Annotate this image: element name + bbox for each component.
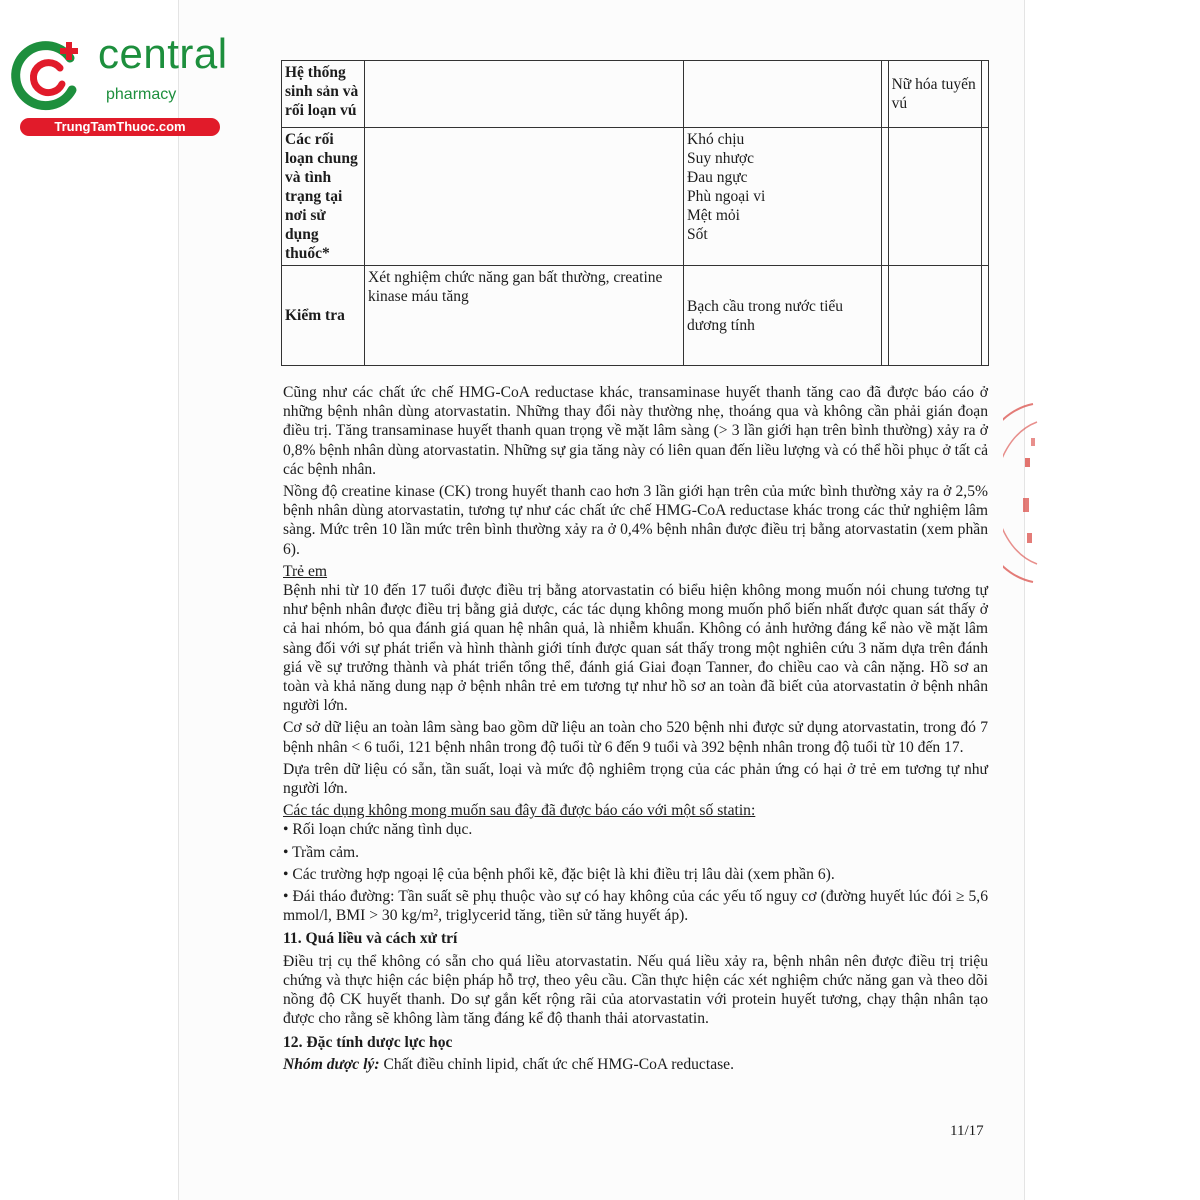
bullet-item: • Rối loạn chức năng tình dục. xyxy=(283,821,473,839)
paragraph: Bệnh nhi từ 10 đến 17 tuổi được điều trị bằng atorvastatin có biểu hiện không mong muốn nói chung tương tự như bệnh nhân được điều trị bằng giả dược, các tác dụng không mong muốn phổ biến nhất được quan sát thấy ở cả hai nhóm, bỏ qua đánh giá quan hệ nhân quả, là nhiễm khuẩn. Không có ảnh hưởng đáng kể nào về mặt lâm sàng đối với sự phát triển và hình thành giới tính được quan sát thấy trong một nghiên cứu 3 năm dựa trên đánh giá về sự trưởng thành và phát triển tổng thể, đánh giá Giai đoạn Tanner, đo chiều cao và cân nặng. Hồ sơ an toàn và khả năng dung nạp ở bệnh nhân trẻ em tương tự như hồ sơ an toàn đã biết của atorvastatin ở bệnh nhân người lớn. xyxy=(283,582,988,715)
table-row xyxy=(282,128,989,266)
cell-line: Đau ngực xyxy=(687,169,748,186)
table-cell: Bạch cầu trong nước tiểu dương tính xyxy=(684,266,882,366)
bullet-item: • Trầm cảm. xyxy=(283,843,360,861)
adverse-effects-table xyxy=(281,60,989,366)
bullet-item: • Các trường hợp ngoại lệ của bệnh phổi kẽ, đặc biệt là khi điều trị lâu dài (xem phần 6). xyxy=(283,865,835,883)
cell-line: Khó chịu xyxy=(687,131,745,148)
document-body xyxy=(283,383,988,1077)
logo-name: central xyxy=(98,30,228,77)
pharmacy-logo-icon xyxy=(10,38,86,114)
table-cell xyxy=(888,128,981,266)
table-row xyxy=(282,266,989,366)
paragraph: Dựa trên dữ liệu có sẵn, tần suất, loại và mức độ nghiêm trọng của các phản ứng có hại ở trẻ em tương tự như người lớn. xyxy=(283,760,988,798)
section-heading-overdose: 11. Quá liều và cách xử trí xyxy=(283,930,458,948)
table-cell xyxy=(365,128,684,266)
table-cell xyxy=(981,266,988,366)
table-cell xyxy=(881,61,888,128)
row-header: Các rối loạn chung và tình trạng tại nơi sử dụng thuốc* xyxy=(282,128,365,266)
paragraph: Cũng như các chất ức chế HMG-CoA reductase khác, transaminase huyết thanh tăng cao đã được báo cáo ở những bệnh nhân dùng atorvastatin. Những thay đổi này thường nhẹ, thoáng qua và không cần phải gián đoạn điều trị. Tăng transaminase huyết thanh quan trọng về mặt lâm sàng (> 3 lần giới hạn trên bình thường) xảy ra ở 0,8% bệnh nhân dùng atorvastatin. Những sự gia tăng này có liên quan đến liều lượng và có thể hồi phục ở tất cả các bệnh nhân. xyxy=(283,384,988,478)
section-heading-children: Trẻ em xyxy=(283,562,328,580)
section-heading-statin: Các tác dụng không mong muốn sau đây đã được báo cáo với một số statin: xyxy=(283,802,756,820)
row-header: Kiểm tra xyxy=(282,266,365,366)
logo-url[interactable]: TrungTamThuoc.com xyxy=(20,118,220,136)
paragraph: Điều trị cụ thể không có sẵn cho quá liều atorvastatin. Nếu quá liều xảy ra, bệnh nhân nên được điều trị triệu chứng và thực hiện các biện pháp hỗ trợ, theo yêu cầu. Cần thực hiện các xét nghiệm chức năng gan và theo dõi nồng độ CK huyết thanh. Do sự gắn kết rộng rãi của atorvastatin với protein huyết tương, chạy thận nhân tạo được cho rằng sẽ không làm tăng đáng kể độ thanh thải atorvastatin. xyxy=(283,952,988,1028)
table-cell xyxy=(881,128,888,266)
paragraph: Nồng độ creatine kinase (CK) trong huyết thanh cao hơn 3 lần giới hạn trên của mức bình thường xảy ra ở 2,5% bệnh nhân dùng atorvastatin, tương tự như các chất ức chế HMG-CoA reductase khác trong các thử nghiệm lâm sàng. Mức trên 10 lần mức trên bình thường xảy ra ở 0,4% bệnh nhân được điều trị bằng atorvastatin (xem phần 6). xyxy=(283,483,988,558)
table-cell-list xyxy=(684,128,882,266)
page-number: 11/17 xyxy=(950,1123,984,1139)
table-cell: Xét nghiệm chức năng gan bất thường, creatine kinase máu tăng xyxy=(365,266,684,366)
group-text: Chất điều chỉnh lipid, chất ức chế HMG-CoA reductase. xyxy=(379,1055,734,1073)
stamp-mark xyxy=(1003,398,1039,588)
table-cell xyxy=(981,128,988,266)
table-cell xyxy=(888,266,981,366)
logo-subtitle: pharmacy xyxy=(106,86,177,103)
table-cell xyxy=(365,61,684,128)
table-cell xyxy=(881,266,888,366)
section-heading-pharmacodynamics: 12. Đặc tính dược lực học xyxy=(283,1033,453,1051)
table-cell xyxy=(684,61,882,128)
table-row xyxy=(282,61,989,128)
cell-line: Phù ngoại vi xyxy=(687,188,766,205)
row-header: Hệ thống sinh sản và rối loạn vú xyxy=(282,61,365,128)
cell-line: Sốt xyxy=(687,226,708,243)
cell-line: Suy nhược xyxy=(687,150,754,167)
pharmacological-group xyxy=(283,1055,988,1074)
paragraph: Cơ sở dữ liệu an toàn lâm sàng bao gồm dữ liệu an toàn cho 520 bệnh nhi được sử dụng atorvastatin, trong đó 7 bệnh nhân < 6 tuổi, 121 bệnh nhân trong độ tuổi từ 6 đến 9 tuổi và 392 bệnh nhân trong độ tuổi từ 10 đến 17. xyxy=(283,719,988,756)
group-label: Nhóm dược lý: xyxy=(283,1055,380,1073)
table-cell xyxy=(981,61,988,128)
cell-line: Mệt mỏi xyxy=(687,207,740,224)
bullet-item: • Đái tháo đường: Tần suất sẽ phụ thuộc vào sự có hay không của các yếu tố nguy cơ (đường huyết lúc đói ≥ 5,6 mmol/l, BMI > 30 kg/m², triglycerid tăng, tiền sử tăng huyết áp). xyxy=(283,888,988,925)
table-cell: Nữ hóa tuyến vú xyxy=(888,61,981,128)
pharmacy-logo[interactable] xyxy=(10,30,228,140)
